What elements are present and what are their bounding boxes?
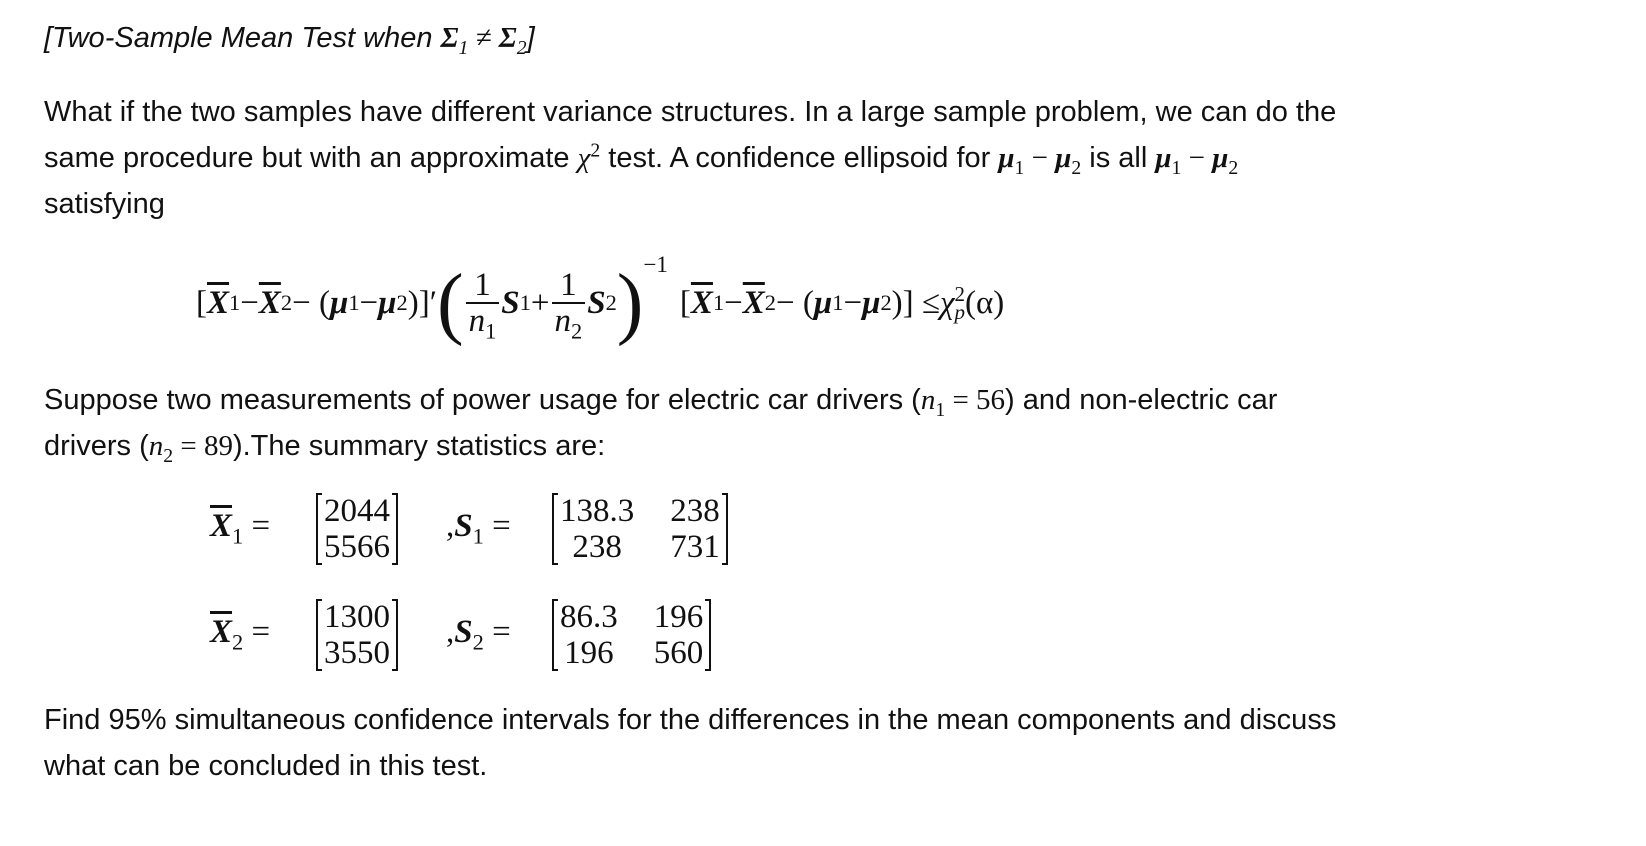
xbar1-vector: 2044 5566 (316, 493, 398, 565)
s2-matrix: 86.3 196 196 560 (552, 599, 711, 671)
close-paren: ) (616, 259, 644, 347)
problem-line-1: Suppose two measurements of power usage for electric car drivers $(n_1 = 56)$ and non-electric car (44, 384, 1278, 421)
sigma-symbol: Σ (440, 22, 459, 54)
xbar2-vector: 1300 3550 (316, 599, 398, 671)
task-line-2: what can be concluded in this test. (44, 750, 488, 782)
s2-label: $,S_2$ = (446, 614, 511, 655)
fraction-1-over-n2: $\frac{1}{n_2}$ (552, 268, 586, 338)
intro-line-1: What if the two samples have different variance structures. In a large sample problem, we can do the (44, 96, 1337, 128)
sigma-symbol: Σ (498, 22, 517, 54)
fraction-1-over-n1: $\frac{1}{n_1}$ (466, 268, 500, 338)
task-line-1: Find 95% simultaneous confidence intervals for the differences in the mean components and discuss (44, 704, 1337, 736)
s1-matrix: 138.3 238 238 731 (552, 493, 728, 565)
intro-line-3: satisfying (44, 188, 165, 220)
confidence-ellipsoid-equation: [ $\overline{X}$ 1 − $\overline{X}$ 2 − ( μ 1 − μ 2 )]′ ( $\frac{1}{n_1}$ S 1 + $\frac{1}{n_2}$ S 2 ) −1 [ $\overline{X}$ 1 − $\overline{X}$ 2 − ( μ 1 − μ 2 )] ≤ χ 2 p (α) (196, 252, 1005, 347)
open-paren: ( (436, 259, 464, 347)
xbar1-label: $\overline{X}_1$ = (210, 508, 271, 549)
problem-line-2: drivers $(n_2 = 89).The$ summary statistics are: (44, 430, 606, 467)
section-title: [Two-Sample Mean Test when $\Sigma_1 \ne \Sigma_2$] (44, 22, 535, 59)
intro-line-2: same procedure but with an approximate $\chi^2$ test. A confidence ellipsoid for $\mu_1 - \mu_2$ is all $\mu_1 - \mu_2$ (44, 139, 1239, 179)
s1-label: $,S_1$ = (446, 508, 511, 549)
xbar2-label: $\overline{X}_2$ = (210, 614, 271, 655)
